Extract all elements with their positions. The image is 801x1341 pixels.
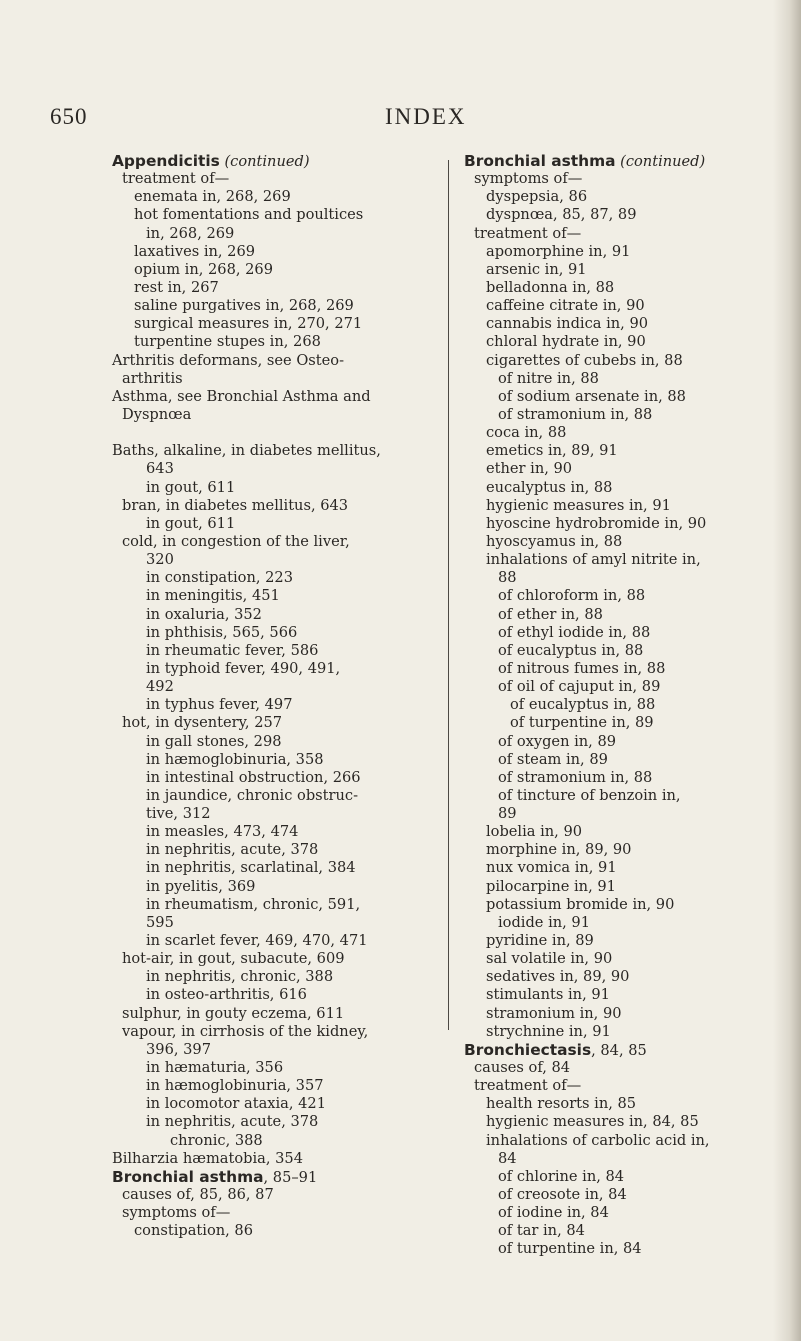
index-entry xyxy=(464,315,782,333)
index-entry xyxy=(112,896,434,914)
entry-text: Bilharzia hæmatobia, 354 xyxy=(112,1149,303,1167)
index-entry xyxy=(112,1186,434,1204)
index-entry xyxy=(112,1095,434,1113)
index-entry xyxy=(112,170,434,188)
index-entry xyxy=(464,733,782,751)
entry-text: 396, 397 xyxy=(146,1040,211,1058)
index-heading xyxy=(112,1168,434,1186)
index-entry xyxy=(464,442,782,460)
index-entry xyxy=(112,551,434,569)
entry-text: ether in, 90 xyxy=(486,460,573,478)
entry-text: in phthisis, 565, 566 xyxy=(146,623,298,641)
index-entry xyxy=(112,515,434,533)
index-entry xyxy=(464,642,782,660)
entry-text: opium in, 268, 269 xyxy=(134,260,274,278)
index-entry xyxy=(112,352,434,370)
index-entry xyxy=(464,986,782,1004)
entry-text: belladonna in, 88 xyxy=(486,278,615,296)
entry-text: inhalations of carbolic acid in, xyxy=(486,1131,710,1149)
entry-text: hygienic measures in, 91 xyxy=(486,496,671,514)
index-entry xyxy=(464,388,782,406)
entry-text: pyridine in, 89 xyxy=(486,932,594,950)
index-entry xyxy=(464,896,782,914)
entry-text: of eucalyptus in, 88 xyxy=(510,696,656,714)
entry-text: Baths, alkaline, in diabetes mellitus, xyxy=(112,442,381,460)
entry-text: 84 xyxy=(498,1149,517,1167)
index-entry xyxy=(112,678,434,696)
entry-text: cannabis indica in, 90 xyxy=(486,315,649,333)
index-entry xyxy=(112,841,434,859)
index-entry xyxy=(112,787,434,805)
index-entry xyxy=(464,279,782,297)
index-entry xyxy=(112,1204,434,1222)
entry-text: potassium bromide in, 90 xyxy=(486,895,675,913)
entry-text: apomorphine in, 91 xyxy=(486,242,631,260)
index-entry xyxy=(464,352,782,370)
entry-text: vapour, in cirrhosis of the kidney, xyxy=(122,1022,369,1040)
index-entry xyxy=(464,1023,782,1041)
entry-text: in scarlet fever, 469, 470, 471 xyxy=(146,932,368,950)
entry-text: 595 xyxy=(146,913,174,931)
entry-text: hot-air, in gout, subacute, 609 xyxy=(122,950,345,968)
entry-text: causes of, 85, 86, 87 xyxy=(122,1186,274,1204)
entry-text: of stramonium in, 88 xyxy=(498,768,653,786)
index-column-left xyxy=(112,152,434,1240)
entry-text: treatment of— xyxy=(474,1077,582,1095)
index-entry xyxy=(464,1059,782,1077)
entry-text: in rheumatic fever, 586 xyxy=(146,641,319,659)
index-entry xyxy=(112,805,434,823)
entry-text: in hæmaturia, 356 xyxy=(146,1059,284,1077)
entry-text: in constipation, 223 xyxy=(146,569,293,587)
index-entry xyxy=(464,1222,782,1240)
entry-text: hot, in dysentery, 257 xyxy=(122,714,283,732)
index-entry xyxy=(112,1023,434,1041)
entry-text: saline purgatives in, 268, 269 xyxy=(134,297,354,315)
entry-text: turpentine stupes in, 268 xyxy=(134,333,321,351)
entry-text: health resorts in, 85 xyxy=(486,1095,637,1113)
entry-text: iodide in, 91 xyxy=(498,913,590,931)
entry-text: 492 xyxy=(146,678,174,696)
entry-text: in rheumatism, chronic, 591, xyxy=(146,895,361,913)
index-entry xyxy=(112,606,434,624)
index-entry xyxy=(112,279,434,297)
index-entry xyxy=(112,406,434,424)
index-entry xyxy=(464,243,782,261)
index-entry xyxy=(112,225,434,243)
index-entry xyxy=(464,932,782,950)
entry-text: of creosote in, 84 xyxy=(498,1186,627,1204)
entry-text: treatment of— xyxy=(122,170,230,188)
entry-text: Arthritis deformans, see Osteo- xyxy=(112,351,345,369)
entry-text: dyspepsia, 86 xyxy=(486,188,588,206)
index-entry xyxy=(112,733,434,751)
entry-text: of chlorine in, 84 xyxy=(498,1167,625,1185)
entry-text: emetics in, 89, 91 xyxy=(486,442,618,460)
index-entry xyxy=(464,787,782,805)
entry-text: of stramonium in, 88 xyxy=(498,405,653,423)
entry-text: tive, 312 xyxy=(146,805,211,823)
index-entry xyxy=(464,660,782,678)
entry-text: of tar in, 84 xyxy=(498,1222,585,1240)
entry-text: hyoscyamus in, 88 xyxy=(486,532,623,550)
entry-text: symptoms of— xyxy=(474,170,583,188)
entry-text: in gout, 611 xyxy=(146,478,236,496)
entry-text: constipation, 86 xyxy=(134,1222,253,1240)
entry-suffix: , 85–91 xyxy=(263,1168,318,1186)
index-entry xyxy=(464,460,782,478)
index-entry xyxy=(112,533,434,551)
entry-text: in hæmoglobinuria, 358 xyxy=(146,750,324,768)
entry-text: in hæmoglobinuria, 357 xyxy=(146,1077,324,1095)
index-entry xyxy=(464,1005,782,1023)
entry-text: in meningitis, 451 xyxy=(146,587,280,605)
entry-text: coca in, 88 xyxy=(486,424,567,442)
entry-text: eucalyptus in, 88 xyxy=(486,478,613,496)
index-entry xyxy=(112,932,434,950)
index-entry xyxy=(112,878,434,896)
index-heading xyxy=(464,1041,782,1059)
index-entry xyxy=(112,388,434,406)
entry-text: of chloroform in, 88 xyxy=(498,587,646,605)
index-heading xyxy=(464,152,782,170)
index-entry xyxy=(464,823,782,841)
index-entry xyxy=(112,624,434,642)
entry-text: stimulants in, 91 xyxy=(486,986,610,1004)
entry-text: in nephritis, acute, 378 xyxy=(146,1113,319,1131)
entry-text: in pyelitis, 369 xyxy=(146,877,256,895)
index-entry xyxy=(464,714,782,732)
entry-text: bran, in diabetes mellitus, 643 xyxy=(122,496,349,514)
entry-suffix: (continued) xyxy=(219,153,310,170)
entry-text: enemata in, 268, 269 xyxy=(134,188,291,206)
entry-text: arsenic in, 91 xyxy=(486,260,587,278)
index-entry xyxy=(112,642,434,660)
index-entry xyxy=(112,206,434,224)
entry-text: 88 xyxy=(498,569,517,587)
entry-text: hot fomentations and poultices xyxy=(134,206,364,224)
index-entry xyxy=(464,333,782,351)
entry-text: in typhoid fever, 490, 491, xyxy=(146,659,341,677)
index-entry xyxy=(112,660,434,678)
index-entry xyxy=(464,1240,782,1258)
entry-text: in osteo-arthritis, 616 xyxy=(146,986,307,1004)
entry-text: of turpentine in, 89 xyxy=(510,714,654,732)
index-entry xyxy=(464,769,782,787)
index-entry xyxy=(464,170,782,188)
index-entry xyxy=(112,1222,434,1240)
index-entry xyxy=(112,497,434,515)
index-entry xyxy=(112,1041,434,1059)
index-entry xyxy=(464,479,782,497)
entry-text: 89 xyxy=(498,805,517,823)
entry-text: in, 268, 269 xyxy=(146,224,235,242)
entry-text: in nephritis, scarlatinal, 384 xyxy=(146,859,356,877)
entry-text: in locomotor ataxia, 421 xyxy=(146,1095,327,1113)
entry-text: symptoms of— xyxy=(122,1204,231,1222)
index-entry xyxy=(464,188,782,206)
index-entry xyxy=(112,714,434,732)
index-entry xyxy=(112,986,434,1004)
page-edge-shadow xyxy=(773,0,801,1341)
index-entry xyxy=(464,497,782,515)
entry-text: stramonium in, 90 xyxy=(486,1004,622,1022)
entry-text: surgical measures in, 270, 271 xyxy=(134,315,363,333)
entry-text: lobelia in, 90 xyxy=(486,823,583,841)
entry-suffix: , 84, 85 xyxy=(591,1041,647,1059)
index-entry xyxy=(112,460,434,478)
entry-text: of eucalyptus in, 88 xyxy=(498,641,644,659)
index-entry xyxy=(464,950,782,968)
entry-text: hyoscine hydrobromide in, 90 xyxy=(486,514,707,532)
index-entry xyxy=(464,569,782,587)
index-entry xyxy=(112,1005,434,1023)
entry-text: Asthma, see Bronchial Asthma and xyxy=(112,387,371,405)
entry-text: chloral hydrate in, 90 xyxy=(486,333,646,351)
entry-text: morphine in, 89, 90 xyxy=(486,841,632,859)
index-entry xyxy=(464,551,782,569)
index-entry xyxy=(112,751,434,769)
entry-text: sal volatile in, 90 xyxy=(486,950,613,968)
index-entry xyxy=(112,333,434,351)
index-entry xyxy=(112,261,434,279)
entry-text: inhalations of amyl nitrite in, xyxy=(486,551,701,569)
index-entry xyxy=(464,515,782,533)
index-entry xyxy=(112,968,434,986)
index-entry xyxy=(464,1186,782,1204)
index-entry xyxy=(464,1132,782,1150)
index-entry xyxy=(112,587,434,605)
index-entry xyxy=(464,1095,782,1113)
entry-text: Dyspnœa xyxy=(122,405,192,423)
entry-text: Bronchial asthma xyxy=(112,1167,264,1186)
entry-text: treatment of— xyxy=(474,224,582,242)
index-entry xyxy=(112,442,434,460)
entry-text: arthritis xyxy=(122,369,183,387)
entry-suffix: (continued) xyxy=(615,153,706,170)
index-entry xyxy=(464,859,782,877)
entry-text: Bronchiectasis xyxy=(464,1040,592,1059)
entry-text: of nitrous fumes in, 88 xyxy=(498,659,666,677)
entry-text: in jaundice, chronic obstruc- xyxy=(146,786,359,804)
index-entry xyxy=(464,533,782,551)
entry-text: rest in, 267 xyxy=(134,278,219,296)
entry-text: of iodine in, 84 xyxy=(498,1204,609,1222)
index-entry xyxy=(112,1077,434,1095)
entry-gap xyxy=(112,424,434,442)
index-entry xyxy=(464,805,782,823)
index-entry xyxy=(464,751,782,769)
index-entry xyxy=(464,696,782,714)
index-entry xyxy=(112,370,434,388)
index-entry xyxy=(112,1113,434,1131)
entry-text: in gall stones, 298 xyxy=(146,732,282,750)
column-divider xyxy=(448,160,449,1030)
entry-text: of nitre in, 88 xyxy=(498,369,599,387)
index-entry xyxy=(112,315,434,333)
index-entry xyxy=(112,1132,434,1150)
entry-text: in typhus fever, 497 xyxy=(146,696,293,714)
entry-text: of sodium arsenate in, 88 xyxy=(498,387,686,405)
entry-text: chronic, 388 xyxy=(170,1131,263,1149)
entry-text: in intestinal obstruction, 266 xyxy=(146,768,361,786)
index-heading xyxy=(112,152,434,170)
index-entry xyxy=(464,678,782,696)
index-entry xyxy=(464,297,782,315)
index-entry xyxy=(112,914,434,932)
entry-text: in nephritis, chronic, 388 xyxy=(146,968,334,986)
index-entry xyxy=(464,206,782,224)
index-column-right xyxy=(464,152,782,1259)
entry-text: cold, in congestion of the liver, xyxy=(122,532,350,550)
entry-text: in gout, 611 xyxy=(146,514,236,532)
index-entry xyxy=(464,587,782,605)
entry-text: Appendicitis xyxy=(112,152,220,170)
index-entry xyxy=(464,1168,782,1186)
index-entry xyxy=(112,696,434,714)
index-entry xyxy=(464,225,782,243)
entry-text: cigarettes of cubebs in, 88 xyxy=(486,351,683,369)
entry-text: of tincture of benzoin in, xyxy=(498,786,681,804)
entry-text: nux vomica in, 91 xyxy=(486,859,617,877)
entry-text: sedatives in, 89, 90 xyxy=(486,968,630,986)
index-entry xyxy=(112,823,434,841)
entry-text: 320 xyxy=(146,551,174,569)
index-entry xyxy=(464,1077,782,1095)
index-entry xyxy=(464,878,782,896)
index-entry xyxy=(112,188,434,206)
entry-text: laxatives in, 269 xyxy=(134,242,256,260)
entry-text: of steam in, 89 xyxy=(498,750,608,768)
index-entry xyxy=(464,1204,782,1222)
index-entry xyxy=(464,841,782,859)
entry-text: Bronchial asthma xyxy=(464,152,616,170)
page-number: 650 xyxy=(50,104,88,129)
entry-text: of ethyl iodide in, 88 xyxy=(498,623,651,641)
entry-text: 643 xyxy=(146,460,174,478)
entry-text: in measles, 473, 474 xyxy=(146,823,299,841)
index-entry xyxy=(112,769,434,787)
index-entry xyxy=(464,406,782,424)
index-entry xyxy=(464,424,782,442)
entry-text: sulphur, in gouty eczema, 611 xyxy=(122,1004,345,1022)
index-entry xyxy=(112,297,434,315)
index-entry xyxy=(464,370,782,388)
running-head: INDEX xyxy=(385,104,467,129)
page-header xyxy=(0,88,801,128)
index-entry xyxy=(112,950,434,968)
index-entry xyxy=(464,1113,782,1131)
index-entry xyxy=(464,914,782,932)
index-entry xyxy=(112,479,434,497)
entry-text: pilocarpine in, 91 xyxy=(486,877,616,895)
entry-text: of oxygen in, 89 xyxy=(498,732,617,750)
index-entry xyxy=(112,1150,434,1168)
entry-text: of turpentine in, 84 xyxy=(498,1240,642,1258)
entry-text: causes of, 84 xyxy=(474,1059,571,1077)
entry-text: of oil of cajuput in, 89 xyxy=(498,678,661,696)
entry-text: caffeine citrate in, 90 xyxy=(486,297,645,315)
index-entry xyxy=(464,606,782,624)
index-entry xyxy=(464,624,782,642)
index-entry xyxy=(112,1059,434,1077)
entry-text: strychnine in, 91 xyxy=(486,1022,611,1040)
index-entry xyxy=(464,1150,782,1168)
entry-text: dyspnœa, 85, 87, 89 xyxy=(486,206,637,224)
index-entry xyxy=(464,968,782,986)
entry-text: in nephritis, acute, 378 xyxy=(146,841,319,859)
index-entry xyxy=(112,243,434,261)
index-entry xyxy=(112,859,434,877)
index-entry xyxy=(464,261,782,279)
entry-text: of ether in, 88 xyxy=(498,605,603,623)
index-entry xyxy=(112,569,434,587)
entry-text: in oxaluria, 352 xyxy=(146,605,262,623)
entry-text: hygienic measures in, 84, 85 xyxy=(486,1113,699,1131)
